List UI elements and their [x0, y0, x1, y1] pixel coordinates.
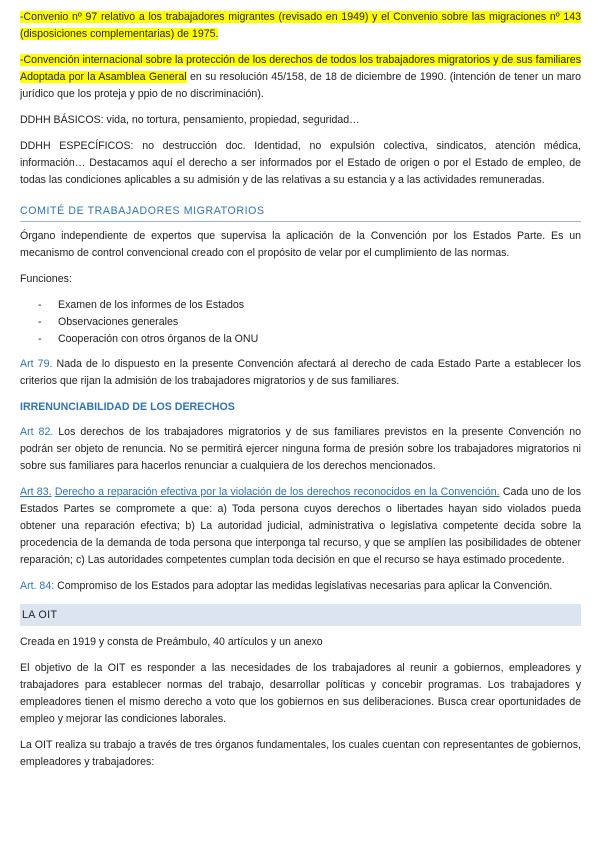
bullet-dash: - [38, 316, 42, 328]
oit-heading: LA OIT [20, 604, 581, 626]
article-label: Art 82. [20, 426, 54, 438]
ddhh-especificos-paragraph: DDHH ESPECÍFICOS: no destrucción doc. Identidad, no expulsión colectiva, sindicatos, atención médica, información… Destacamos aquí el derecho a ser informados por el Estado de origen o por el Estado de empleo, de todas las condiciones aplicables a su admisión y de las relativas a su estancia y a las actividades remuneradas. [20, 140, 581, 186]
oit-organos-paragraph: La OIT realiza su trabajo a través de tres órganos fundamentales, los cuales cuentan con representantes de gobiernos, empleadores y trabajadores: [20, 739, 581, 768]
convenio-97-paragraph [20, 9, 581, 43]
irrenunciabilidad-heading: IRRENUNCIABILIDAD DE LOS DERECHOS [20, 401, 235, 413]
list-item-text: Observaciones generales [58, 316, 179, 328]
article-label: Art 79. [20, 358, 53, 370]
article-label: Art 83. [20, 486, 52, 498]
bullet-dash: - [38, 333, 42, 345]
paragraph-text: en su resolución 45/158, de 18 de diciembre de 1990. (intención de tener un maro jurídico que los proteja y ppio de no discriminación). [20, 71, 582, 100]
article-text: Cada uno de los Estados Partes se compromete a que: a) Toda persona cuyos derechos o libertades hayan sido violados pueda obtener una reparación efectiva; b) La autoridad judicial, administrativa o legislativa competente decida sobre la procedencia de la demanda de toda persona que interponga tal recurso, y que se amplíen las posibilidades de obtener reparación; c) Las autoridades competentes cumplan toda decisión en que el recurso se haya estimado procedente. [20, 486, 581, 566]
oit-creada-paragraph: Creada en 1919 y consta de Preámbulo, 40 artículos y un anexo [20, 636, 323, 648]
funciones-label: Funciones: [20, 273, 72, 285]
art83-paragraph [20, 484, 581, 569]
list-item [20, 297, 581, 314]
list-item [20, 314, 581, 331]
article-text: Compromiso de los Estados para adoptar las medidas legislativas necesarias para aplicar la Convención. [54, 580, 553, 592]
ddhh-basicos-paragraph: DDHH BÁSICOS: vida, no tortura, pensamiento, propiedad, seguridad… [20, 114, 360, 126]
highlighted-text: -Convención internacional sobre la protección de los derechos de todos los trabajadores migratorios y de sus familiares Adoptada por la Asamblea General [20, 54, 581, 83]
convencion-internacional-paragraph [20, 52, 581, 103]
list-item [20, 331, 581, 348]
comite-description: Órgano independiente de expertos que supervisa la aplicación de la Convención por los Estados Parte. Es un mecanismo de control convencional creado con el propósito de velar por el cumplimiento de las normas. [20, 230, 581, 259]
document-page [20, 9, 581, 780]
article-label: Art. 84: [20, 580, 55, 592]
bullet-dash: - [38, 299, 42, 311]
art79-paragraph [20, 356, 581, 390]
oit-objetivo-paragraph: El objetivo de la OIT es responder a las necesidades de los trabajadores al reunir a gobiernos, empleadores y trabajadores para establecer normas del trabajo, desarrollar políticas y concebir programas. Los trabajadores y empleadores tienen el mismo derecho a voto que los gobiernos en sus deliberaciones. Busca crear oportunidades de empleo y mejorar las condiciones laborales. [20, 662, 581, 725]
art84-paragraph [20, 578, 581, 595]
list-item-text: Examen de los informes de los Estados [58, 299, 245, 311]
comite-heading: COMITÉ DE TRABAJADORES MIGRATORIOS [20, 203, 581, 222]
art82-paragraph [20, 424, 581, 475]
highlighted-text: -Convenio nº 97 relativo a los trabajadores migrantes (revisado en 1949) y el Convenio sobre las migraciones nº 143 (disposiciones complementarias) de 1975. [20, 11, 581, 40]
list-item-text: Cooperación con otros órganos de la ONU [58, 333, 259, 345]
article-text: Nada de lo dispuesto en la presente Convención afectará al derecho de cada Estado Parte a establecer los criterios que rijan la admisión de los trabajadores migratorios y de sus familiares. [20, 358, 581, 387]
article-text: Los derechos de los trabajadores migratorios y de sus familiares previstos en la presente Convención no podrán ser objeto de renuncia. No se permitirá ejercer ninguna forma de presión sobre los trabajadores migratorios ni sobre sus familiares para hacerlos renunciar a cualquiera de los derechos mencionados. [20, 426, 581, 472]
funciones-list [20, 297, 581, 348]
article-title: Derecho a reparación efectiva por la violación de los derechos reconocidos en la Convención. [54, 486, 500, 498]
